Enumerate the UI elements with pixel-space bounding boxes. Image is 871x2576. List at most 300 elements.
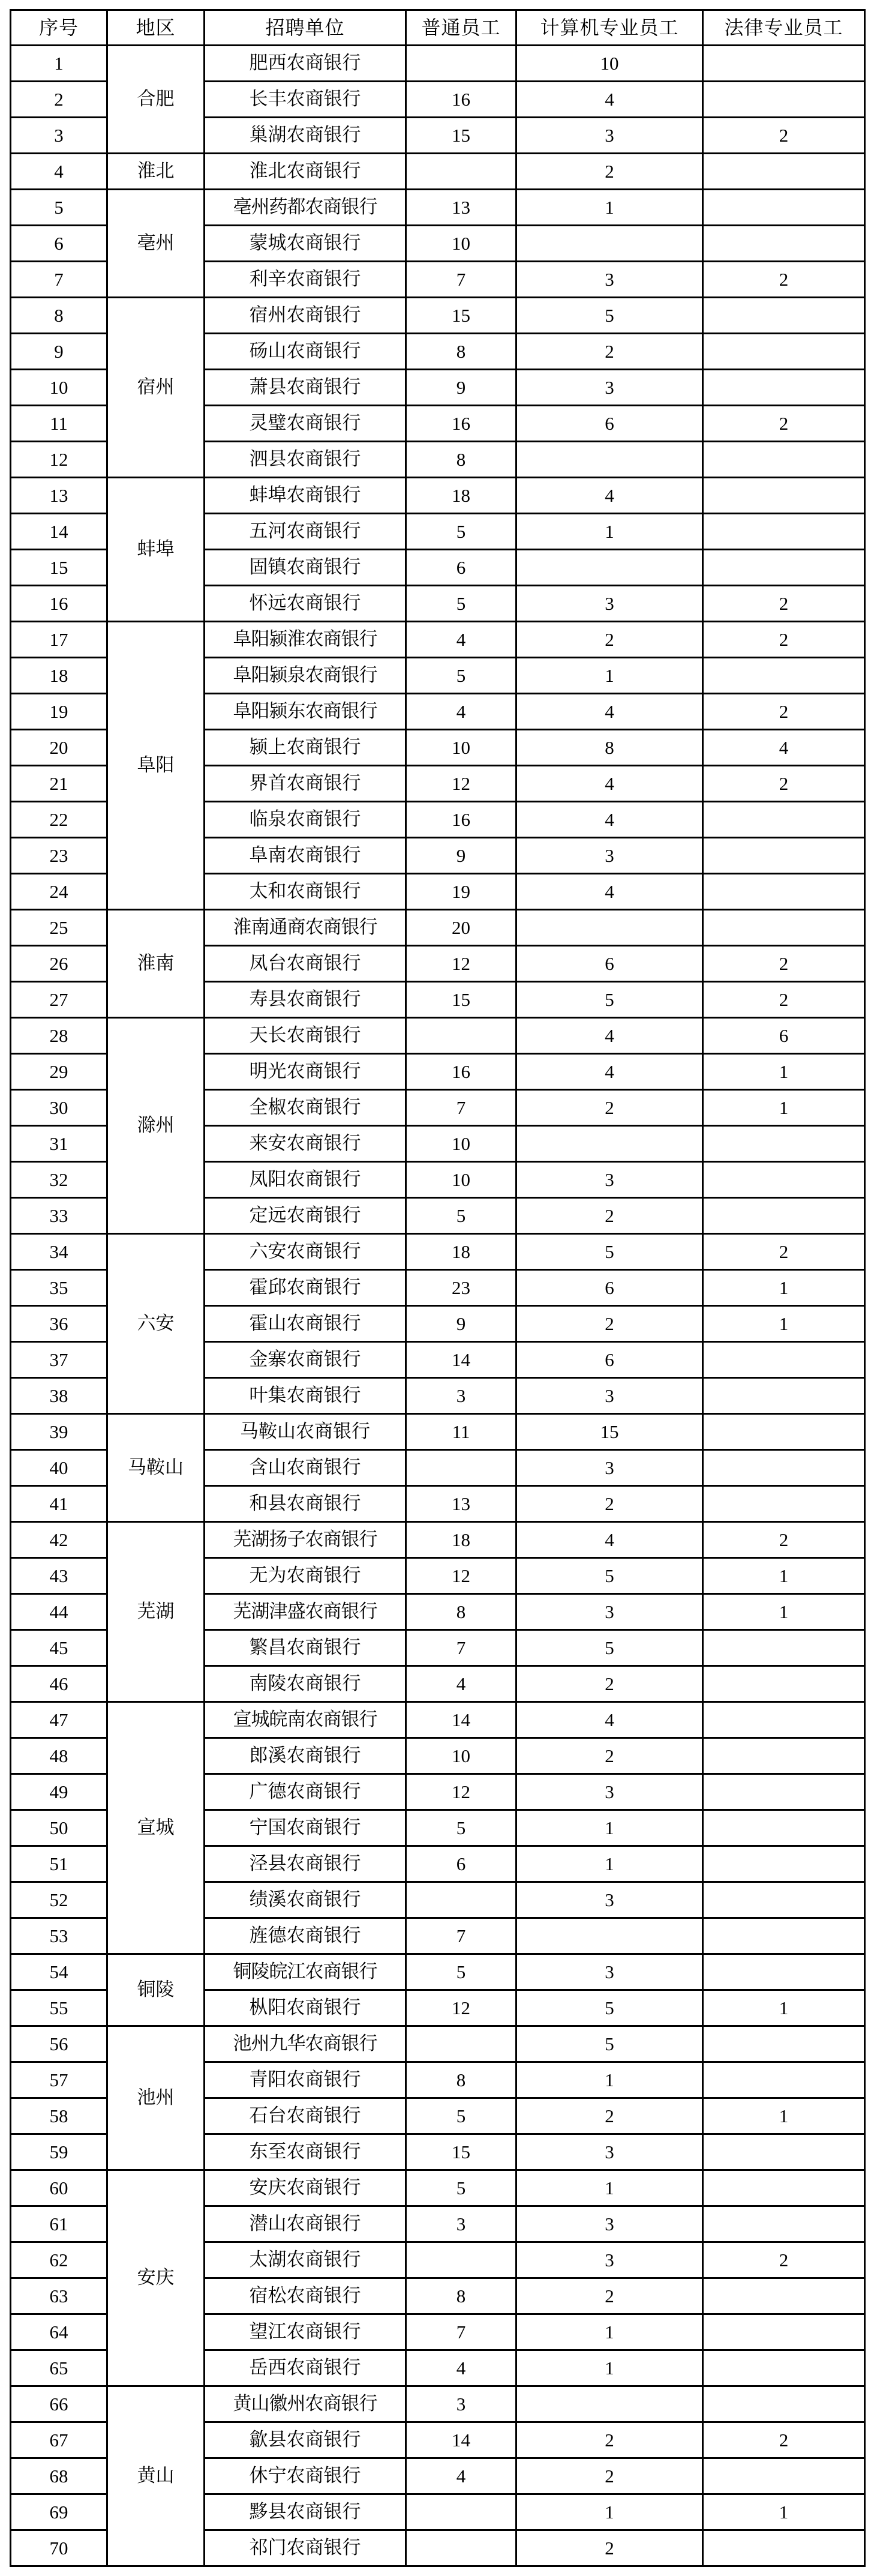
table-row (11, 1702, 865, 1738)
header-no: 序号 (11, 10, 107, 46)
cell-region: 宿州 (107, 298, 205, 478)
cell-normal-staff (406, 1018, 516, 1054)
cell-cs-staff: 1 (516, 2350, 703, 2386)
cell-normal-staff (406, 1882, 516, 1918)
cell-normal-staff: 8 (406, 334, 516, 370)
cell-normal-staff: 18 (406, 1522, 516, 1558)
cell-cs-staff: 4 (516, 1522, 703, 1558)
cell-unit: 蚌埠农商银行 (205, 478, 406, 514)
cell-unit: 含山农商银行 (205, 1450, 406, 1486)
cell-unit: 固镇农商银行 (205, 550, 406, 586)
cell-no: 60 (11, 2170, 107, 2206)
cell-unit: 祁门农商银行 (205, 2530, 406, 2566)
cell-unit: 明光农商银行 (205, 1054, 406, 1090)
cell-region: 安庆 (107, 2170, 205, 2386)
cell-unit: 淮北农商银行 (205, 154, 406, 190)
cell-normal-staff: 5 (406, 1954, 516, 1990)
cell-no: 20 (11, 730, 107, 766)
cell-law-staff (703, 1666, 865, 1702)
cell-normal-staff: 4 (406, 622, 516, 658)
cell-unit: 郎溪农商银行 (205, 1738, 406, 1774)
cell-unit: 无为农商银行 (205, 1558, 406, 1594)
cell-no: 70 (11, 2530, 107, 2566)
cell-region: 池州 (107, 2026, 205, 2170)
table-row (11, 910, 865, 946)
cell-no: 56 (11, 2026, 107, 2062)
cell-region: 淮南 (107, 910, 205, 1018)
cell-unit: 池州九华农商银行 (205, 2026, 406, 2062)
cell-no: 33 (11, 1198, 107, 1234)
cell-normal-staff: 5 (406, 658, 516, 694)
cell-normal-staff: 10 (406, 1126, 516, 1162)
cell-no: 37 (11, 1342, 107, 1378)
cell-no: 49 (11, 1774, 107, 1810)
cell-cs-staff: 1 (516, 2494, 703, 2530)
cell-law-staff (703, 1378, 865, 1414)
cell-unit: 怀远农商银行 (205, 586, 406, 622)
cell-cs-staff: 3 (516, 370, 703, 406)
cell-cs-staff: 2 (516, 2098, 703, 2134)
cell-cs-staff: 8 (516, 730, 703, 766)
cell-normal-staff: 8 (406, 1594, 516, 1630)
cell-cs-staff: 1 (516, 2062, 703, 2098)
cell-cs-staff: 2 (516, 1090, 703, 1126)
cell-unit: 巢湖农商银行 (205, 118, 406, 154)
cell-law-staff (703, 2350, 865, 2386)
cell-no: 64 (11, 2314, 107, 2350)
cell-cs-staff: 4 (516, 802, 703, 838)
table-row (11, 478, 865, 514)
cell-normal-staff: 16 (406, 82, 516, 118)
cell-unit: 泾县农商银行 (205, 1846, 406, 1882)
cell-no: 17 (11, 622, 107, 658)
cell-normal-staff: 5 (406, 2170, 516, 2206)
cell-no: 68 (11, 2458, 107, 2494)
cell-law-staff (703, 442, 865, 478)
cell-no: 54 (11, 1954, 107, 1990)
cell-unit: 凤阳农商银行 (205, 1162, 406, 1198)
cell-no: 5 (11, 190, 107, 226)
cell-law-staff (703, 1954, 865, 1990)
cell-no: 39 (11, 1414, 107, 1450)
cell-normal-staff: 9 (406, 370, 516, 406)
cell-cs-staff: 4 (516, 82, 703, 118)
cell-no: 2 (11, 82, 107, 118)
cell-law-staff (703, 2206, 865, 2242)
header-cs-staff: 计算机专业员工 (516, 10, 703, 46)
cell-cs-staff: 4 (516, 694, 703, 730)
table-row (11, 622, 865, 658)
cell-normal-staff: 7 (406, 1918, 516, 1954)
cell-unit: 阜阳颍泉农商银行 (205, 658, 406, 694)
cell-normal-staff (406, 46, 516, 82)
cell-unit: 霍山农商银行 (205, 1306, 406, 1342)
table-row (11, 1234, 865, 1270)
cell-cs-staff: 3 (516, 1594, 703, 1630)
cell-cs-staff (516, 1918, 703, 1954)
cell-unit: 六安农商银行 (205, 1234, 406, 1270)
cell-normal-staff: 12 (406, 946, 516, 982)
cell-no: 31 (11, 1126, 107, 1162)
table-row (11, 154, 865, 190)
cell-unit: 和县农商银行 (205, 1486, 406, 1522)
cell-cs-staff: 3 (516, 262, 703, 298)
cell-unit: 定远农商银行 (205, 1198, 406, 1234)
cell-cs-staff: 4 (516, 1018, 703, 1054)
cell-no: 11 (11, 406, 107, 442)
cell-law-staff (703, 1810, 865, 1846)
cell-normal-staff: 5 (406, 514, 516, 550)
cell-normal-staff: 11 (406, 1414, 516, 1450)
cell-normal-staff: 8 (406, 2278, 516, 2314)
cell-unit: 全椒农商银行 (205, 1090, 406, 1126)
cell-cs-staff: 5 (516, 2026, 703, 2062)
cell-law-staff (703, 1126, 865, 1162)
cell-law-staff (703, 2458, 865, 2494)
cell-cs-staff: 1 (516, 514, 703, 550)
cell-normal-staff: 15 (406, 118, 516, 154)
cell-unit: 灵璧农商银行 (205, 406, 406, 442)
cell-no: 3 (11, 118, 107, 154)
cell-cs-staff: 5 (516, 1630, 703, 1666)
cell-no: 12 (11, 442, 107, 478)
cell-unit: 宿州农商银行 (205, 298, 406, 334)
table-row (11, 46, 865, 82)
cell-law-staff: 1 (703, 2494, 865, 2530)
cell-region: 淮北 (107, 154, 205, 190)
cell-no: 44 (11, 1594, 107, 1630)
cell-normal-staff: 8 (406, 2062, 516, 2098)
cell-law-staff: 2 (703, 766, 865, 802)
cell-region: 滁州 (107, 1018, 205, 1234)
cell-no: 47 (11, 1702, 107, 1738)
cell-no: 48 (11, 1738, 107, 1774)
cell-unit: 休宁农商银行 (205, 2458, 406, 2494)
cell-region: 阜阳 (107, 622, 205, 910)
cell-cs-staff: 2 (516, 2278, 703, 2314)
cell-no: 29 (11, 1054, 107, 1090)
cell-law-staff (703, 1414, 865, 1450)
cell-cs-staff: 2 (516, 154, 703, 190)
cell-law-staff (703, 1630, 865, 1666)
cell-unit: 青阳农商银行 (205, 2062, 406, 2098)
cell-no: 66 (11, 2386, 107, 2422)
cell-law-staff (703, 1882, 865, 1918)
cell-cs-staff: 4 (516, 1054, 703, 1090)
cell-normal-staff: 3 (406, 1378, 516, 1414)
cell-law-staff (703, 2026, 865, 2062)
cell-normal-staff: 15 (406, 982, 516, 1018)
cell-unit: 凤台农商银行 (205, 946, 406, 982)
cell-no: 14 (11, 514, 107, 550)
cell-law-staff (703, 550, 865, 586)
cell-no: 19 (11, 694, 107, 730)
cell-unit: 望江农商银行 (205, 2314, 406, 2350)
cell-no: 7 (11, 262, 107, 298)
cell-law-staff: 1 (703, 2098, 865, 2134)
cell-normal-staff: 6 (406, 1846, 516, 1882)
cell-normal-staff (406, 2026, 516, 2062)
cell-normal-staff: 14 (406, 2422, 516, 2458)
cell-cs-staff: 4 (516, 874, 703, 910)
cell-cs-staff: 4 (516, 766, 703, 802)
cell-no: 58 (11, 2098, 107, 2134)
cell-cs-staff (516, 226, 703, 262)
cell-cs-staff: 2 (516, 1738, 703, 1774)
cell-normal-staff: 14 (406, 1342, 516, 1378)
cell-normal-staff: 12 (406, 1774, 516, 1810)
cell-normal-staff (406, 1450, 516, 1486)
cell-normal-staff: 10 (406, 1162, 516, 1198)
recruitment-table (10, 9, 866, 2567)
cell-law-staff: 1 (703, 1306, 865, 1342)
cell-unit: 太和农商银行 (205, 874, 406, 910)
cell-normal-staff: 13 (406, 190, 516, 226)
cell-no: 13 (11, 478, 107, 514)
cell-normal-staff: 5 (406, 1810, 516, 1846)
cell-cs-staff: 2 (516, 2458, 703, 2494)
cell-no: 6 (11, 226, 107, 262)
cell-normal-staff: 16 (406, 802, 516, 838)
cell-no: 30 (11, 1090, 107, 1126)
table-row (11, 2386, 865, 2422)
cell-unit: 繁昌农商银行 (205, 1630, 406, 1666)
cell-law-staff: 2 (703, 2242, 865, 2278)
table-row (11, 1522, 865, 1558)
header-row (11, 10, 865, 46)
cell-cs-staff: 1 (516, 190, 703, 226)
cell-unit: 东至农商银行 (205, 2134, 406, 2170)
cell-no: 46 (11, 1666, 107, 1702)
cell-no: 63 (11, 2278, 107, 2314)
cell-unit: 霍邱农商银行 (205, 1270, 406, 1306)
cell-law-staff (703, 154, 865, 190)
cell-no: 26 (11, 946, 107, 982)
cell-unit: 叶集农商银行 (205, 1378, 406, 1414)
cell-law-staff: 1 (703, 1990, 865, 2026)
cell-no: 38 (11, 1378, 107, 1414)
cell-unit: 泗县农商银行 (205, 442, 406, 478)
cell-cs-staff: 6 (516, 1270, 703, 1306)
table-row (11, 2170, 865, 2206)
cell-normal-staff: 7 (406, 1090, 516, 1126)
cell-unit: 长丰农商银行 (205, 82, 406, 118)
cell-cs-staff: 1 (516, 1810, 703, 1846)
cell-unit: 阜南农商银行 (205, 838, 406, 874)
cell-no: 65 (11, 2350, 107, 2386)
cell-law-staff (703, 1342, 865, 1378)
cell-no: 55 (11, 1990, 107, 2026)
cell-unit: 宁国农商银行 (205, 1810, 406, 1846)
cell-law-staff (703, 82, 865, 118)
cell-law-staff: 2 (703, 1234, 865, 1270)
cell-cs-staff: 15 (516, 1414, 703, 1450)
header-normal-staff: 普通员工 (406, 10, 516, 46)
cell-no: 67 (11, 2422, 107, 2458)
cell-law-staff (703, 1738, 865, 1774)
cell-law-staff (703, 2170, 865, 2206)
cell-law-staff (703, 514, 865, 550)
cell-unit: 五河农商银行 (205, 514, 406, 550)
cell-law-staff: 1 (703, 1054, 865, 1090)
cell-unit: 黟县农商银行 (205, 2494, 406, 2530)
cell-unit: 太湖农商银行 (205, 2242, 406, 2278)
cell-law-staff: 1 (703, 1270, 865, 1306)
cell-no: 42 (11, 1522, 107, 1558)
cell-unit: 广德农商银行 (205, 1774, 406, 1810)
cell-unit: 岳西农商银行 (205, 2350, 406, 2386)
cell-law-staff (703, 874, 865, 910)
cell-no: 57 (11, 2062, 107, 2098)
cell-no: 16 (11, 586, 107, 622)
cell-unit: 旌德农商银行 (205, 1918, 406, 1954)
cell-law-staff: 2 (703, 2422, 865, 2458)
cell-cs-staff: 3 (516, 2134, 703, 2170)
table-row (11, 2026, 865, 2062)
cell-cs-staff: 10 (516, 46, 703, 82)
cell-law-staff: 2 (703, 1522, 865, 1558)
cell-no: 21 (11, 766, 107, 802)
cell-normal-staff (406, 2494, 516, 2530)
cell-cs-staff: 3 (516, 838, 703, 874)
cell-no: 28 (11, 1018, 107, 1054)
cell-normal-staff: 10 (406, 730, 516, 766)
cell-unit: 金寨农商银行 (205, 1342, 406, 1378)
cell-unit: 宿松农商银行 (205, 2278, 406, 2314)
cell-unit: 寿县农商银行 (205, 982, 406, 1018)
cell-cs-staff: 2 (516, 1306, 703, 1342)
cell-no: 32 (11, 1162, 107, 1198)
cell-normal-staff: 10 (406, 226, 516, 262)
cell-cs-staff: 5 (516, 982, 703, 1018)
cell-cs-staff: 3 (516, 1162, 703, 1198)
cell-law-staff (703, 910, 865, 946)
cell-normal-staff: 12 (406, 1558, 516, 1594)
cell-unit: 黄山徽州农商银行 (205, 2386, 406, 2422)
cell-cs-staff: 3 (516, 2242, 703, 2278)
cell-law-staff (703, 1702, 865, 1738)
cell-unit: 宣城皖南农商银行 (205, 1702, 406, 1738)
cell-normal-staff: 15 (406, 2134, 516, 2170)
cell-normal-staff: 8 (406, 442, 516, 478)
cell-normal-staff: 18 (406, 1234, 516, 1270)
cell-normal-staff: 5 (406, 586, 516, 622)
cell-normal-staff: 12 (406, 1990, 516, 2026)
cell-cs-staff: 2 (516, 334, 703, 370)
cell-cs-staff: 2 (516, 1486, 703, 1522)
cell-unit: 蒙城农商银行 (205, 226, 406, 262)
cell-unit: 肥西农商银行 (205, 46, 406, 82)
cell-law-staff: 2 (703, 406, 865, 442)
cell-unit: 南陵农商银行 (205, 1666, 406, 1702)
cell-law-staff (703, 478, 865, 514)
table-row (11, 1414, 865, 1450)
cell-law-staff: 2 (703, 946, 865, 982)
header-unit: 招聘单位 (205, 10, 406, 46)
cell-region: 芜湖 (107, 1522, 205, 1702)
cell-normal-staff: 19 (406, 874, 516, 910)
cell-cs-staff: 3 (516, 1882, 703, 1918)
cell-cs-staff: 2 (516, 2422, 703, 2458)
cell-normal-staff: 23 (406, 1270, 516, 1306)
cell-cs-staff: 3 (516, 586, 703, 622)
cell-law-staff (703, 2062, 865, 2098)
cell-law-staff (703, 838, 865, 874)
cell-no: 69 (11, 2494, 107, 2530)
cell-law-staff (703, 1774, 865, 1810)
cell-law-staff (703, 190, 865, 226)
cell-unit: 亳州药都农商银行 (205, 190, 406, 226)
cell-cs-staff: 1 (516, 2314, 703, 2350)
cell-no: 59 (11, 2134, 107, 2170)
cell-cs-staff: 5 (516, 298, 703, 334)
cell-normal-staff: 9 (406, 838, 516, 874)
cell-law-staff: 6 (703, 1018, 865, 1054)
cell-no: 35 (11, 1270, 107, 1306)
cell-cs-staff (516, 550, 703, 586)
header-region: 地区 (107, 10, 205, 46)
cell-law-staff: 2 (703, 622, 865, 658)
cell-normal-staff: 12 (406, 766, 516, 802)
cell-normal-staff: 4 (406, 2458, 516, 2494)
cell-normal-staff: 5 (406, 1198, 516, 1234)
cell-cs-staff: 3 (516, 118, 703, 154)
cell-law-staff: 2 (703, 982, 865, 1018)
cell-law-staff (703, 2278, 865, 2314)
cell-no: 41 (11, 1486, 107, 1522)
cell-unit: 石台农商银行 (205, 2098, 406, 2134)
cell-cs-staff: 3 (516, 1774, 703, 1810)
cell-region: 亳州 (107, 190, 205, 298)
cell-no: 22 (11, 802, 107, 838)
cell-law-staff (703, 802, 865, 838)
cell-normal-staff: 13 (406, 1486, 516, 1522)
cell-no: 50 (11, 1810, 107, 1846)
cell-cs-staff: 5 (516, 1558, 703, 1594)
cell-law-staff (703, 370, 865, 406)
cell-unit: 砀山农商银行 (205, 334, 406, 370)
cell-cs-staff (516, 910, 703, 946)
cell-normal-staff: 3 (406, 2206, 516, 2242)
table-row (11, 1018, 865, 1054)
cell-region: 合肥 (107, 46, 205, 154)
cell-law-staff (703, 2314, 865, 2350)
cell-normal-staff: 5 (406, 2098, 516, 2134)
cell-law-staff: 2 (703, 118, 865, 154)
cell-no: 24 (11, 874, 107, 910)
cell-region: 蚌埠 (107, 478, 205, 622)
cell-normal-staff (406, 2530, 516, 2566)
cell-unit: 萧县农商银行 (205, 370, 406, 406)
cell-law-staff: 1 (703, 1594, 865, 1630)
cell-unit: 枞阳农商银行 (205, 1990, 406, 2026)
table-row (11, 1954, 865, 1990)
table-row (11, 190, 865, 226)
cell-normal-staff: 7 (406, 1630, 516, 1666)
cell-cs-staff: 2 (516, 1198, 703, 1234)
cell-normal-staff: 16 (406, 406, 516, 442)
cell-no: 52 (11, 1882, 107, 1918)
cell-law-staff: 1 (703, 1558, 865, 1594)
cell-unit: 芜湖扬子农商银行 (205, 1522, 406, 1558)
cell-cs-staff: 2 (516, 1666, 703, 1702)
table-body (11, 46, 865, 2566)
cell-cs-staff: 1 (516, 2170, 703, 2206)
cell-no: 15 (11, 550, 107, 586)
cell-unit: 阜阳颍东农商银行 (205, 694, 406, 730)
cell-cs-staff: 6 (516, 1342, 703, 1378)
cell-region: 宣城 (107, 1702, 205, 1954)
